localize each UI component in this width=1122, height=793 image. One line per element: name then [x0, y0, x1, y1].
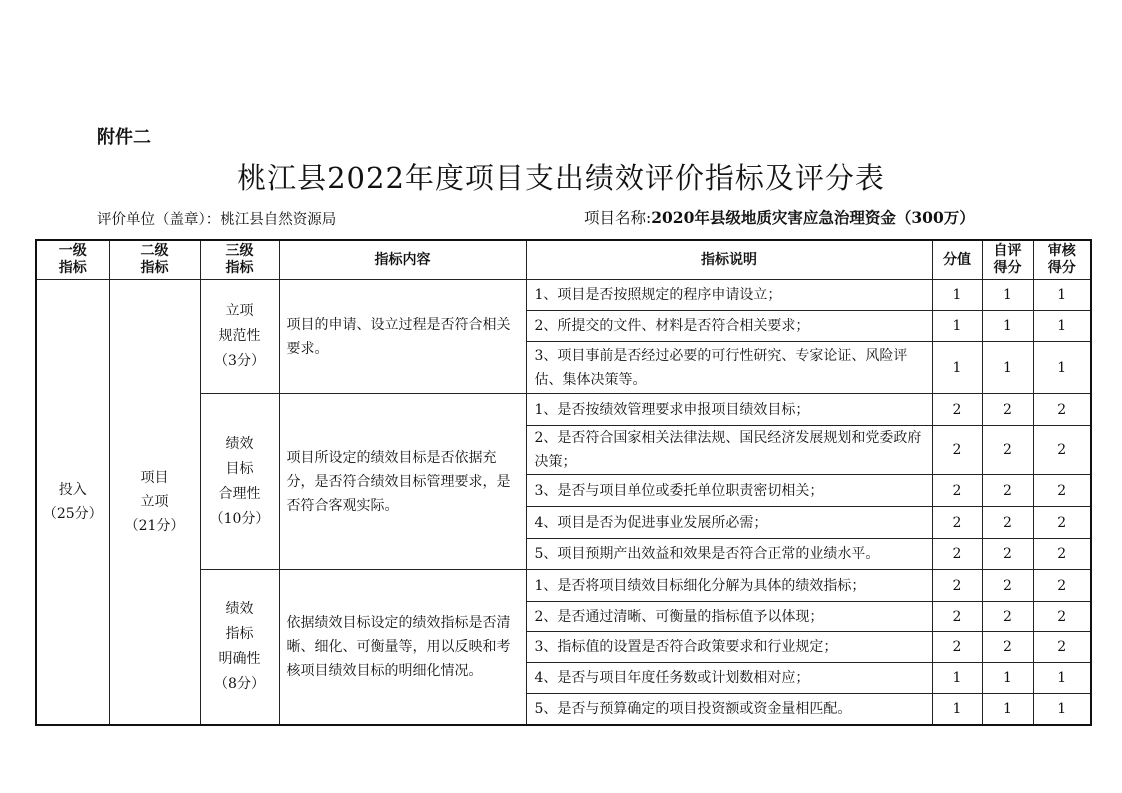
- indicator-description: 1、是否按绩效管理要求申报项目绩效目标；: [526, 394, 932, 426]
- evaluation-unit: 评价单位（盖章）：桃江县自然资源局: [97, 212, 337, 228]
- score-cell: 1: [932, 342, 982, 394]
- self-score-cell: 2: [982, 426, 1033, 475]
- self-score-cell: 2: [982, 539, 1033, 570]
- header-level1: 一级 指标: [36, 240, 109, 280]
- self-score-cell: 2: [982, 632, 1033, 663]
- self-score-cell: 2: [982, 507, 1033, 539]
- self-score-cell: 1: [982, 280, 1033, 311]
- audit-score-cell: 1: [1033, 280, 1091, 311]
- indicator-description: 1、是否将项目绩效目标细化分解为具体的绩效指标；: [526, 570, 932, 602]
- table-header-row: [36, 240, 1091, 280]
- indicator-description: 3、是否与项目单位或委托单位职责密切相关；: [526, 475, 932, 507]
- score-cell: 2: [932, 570, 982, 602]
- header-description: 指标说明: [526, 240, 932, 280]
- audit-score-cell: 1: [1033, 694, 1091, 725]
- self-score-cell: 1: [982, 663, 1033, 694]
- audit-score-cell: 2: [1033, 570, 1091, 602]
- indicator-content: 项目所设定的绩效目标是否依据充分，是否符合绩效目标管理要求，是否符合客观实际。: [279, 394, 526, 570]
- score-cell: 2: [932, 426, 982, 475]
- indicator-description: 3、指标值的设置是否符合政策要求和行业规定；: [526, 632, 932, 663]
- self-score-cell: 1: [982, 342, 1033, 394]
- score-cell: 2: [932, 394, 982, 426]
- indicator-description: 5、是否与预算确定的项目投资额或资金量相匹配。: [526, 694, 932, 725]
- page-title: 桃江县2022年度项目支出绩效评价指标及评分表: [237, 161, 885, 195]
- self-score-cell: 1: [982, 311, 1033, 342]
- table-row: [36, 280, 1091, 311]
- indicator-description: 3、项目事前是否经过必要的可行性研究、专家论证、风险评估、集体决策等。: [526, 342, 932, 394]
- evaluation-table: [35, 239, 1092, 726]
- score-cell: 1: [932, 663, 982, 694]
- audit-score-cell: 2: [1033, 632, 1091, 663]
- audit-score-cell: 2: [1033, 507, 1091, 539]
- project-name: 2020年县级地质灾害应急治理资金（300万）: [651, 208, 975, 227]
- indicator-description: 1、项目是否按照规定的程序申请设立；: [526, 280, 932, 311]
- audit-score-cell: 2: [1033, 602, 1091, 632]
- self-score-cell: 1: [982, 694, 1033, 725]
- indicator-description: 2、是否通过清晰、可衡量的指标值予以体现；: [526, 602, 932, 632]
- score-cell: 2: [932, 475, 982, 507]
- audit-score-cell: 1: [1033, 663, 1091, 694]
- level1-cell: 投入 （25分）: [36, 280, 109, 725]
- audit-score-cell: 1: [1033, 311, 1091, 342]
- audit-score-cell: 2: [1033, 475, 1091, 507]
- self-score-cell: 2: [982, 602, 1033, 632]
- header-audit-score: 审核 得分: [1033, 240, 1091, 280]
- indicator-description: 2、所提交的文件、材料是否符合相关要求；: [526, 311, 932, 342]
- indicator-content: 项目的申请、设立过程是否符合相关要求。: [279, 280, 526, 394]
- self-score-cell: 2: [982, 570, 1033, 602]
- indicator-description: 2、是否符合国家相关法律法规、国民经济发展规划和党委政府决策；: [526, 426, 932, 475]
- score-cell: 1: [932, 280, 982, 311]
- score-cell: 2: [932, 602, 982, 632]
- header-score: 分值: [932, 240, 982, 280]
- level3-cell: 绩效 目标 合理性 （10分）: [200, 394, 279, 570]
- level3-cell: 立项 规范性 （3分）: [200, 280, 279, 394]
- header-level3: 三级 指标: [200, 240, 279, 280]
- score-cell: 1: [932, 694, 982, 725]
- header-content: 指标内容: [279, 240, 526, 280]
- indicator-description: 5、项目预期产出效益和效果是否符合正常的业绩水平。: [526, 539, 932, 570]
- audit-score-cell: 1: [1033, 342, 1091, 394]
- project-name-prefix: 项目名称:: [584, 209, 652, 227]
- score-cell: 2: [932, 539, 982, 570]
- audit-score-cell: 2: [1033, 426, 1091, 475]
- level3-cell: 绩效 指标 明确性 （8分）: [200, 570, 279, 725]
- header-self-score: 自评 得分: [982, 240, 1033, 280]
- audit-score-cell: 2: [1033, 539, 1091, 570]
- indicator-description: 4、项目是否为促进事业发展所必需；: [526, 507, 932, 539]
- score-cell: 2: [932, 507, 982, 539]
- audit-score-cell: 2: [1033, 394, 1091, 426]
- header-level2: 二级 指标: [109, 240, 200, 280]
- level2-cell: 项目 立项 （21分）: [109, 280, 200, 725]
- self-score-cell: 2: [982, 394, 1033, 426]
- indicator-description: 4、是否与项目年度任务数或计划数相对应；: [526, 663, 932, 694]
- self-score-cell: 2: [982, 475, 1033, 507]
- score-cell: 1: [932, 311, 982, 342]
- project-name-line: [584, 206, 975, 228]
- indicator-content: 依据绩效目标设定的绩效指标是否清晰、细化、可衡量等，用以反映和考核项目绩效目标的明细化情况。: [279, 570, 526, 725]
- score-cell: 2: [932, 632, 982, 663]
- attachment-label: 附件二: [97, 127, 151, 148]
